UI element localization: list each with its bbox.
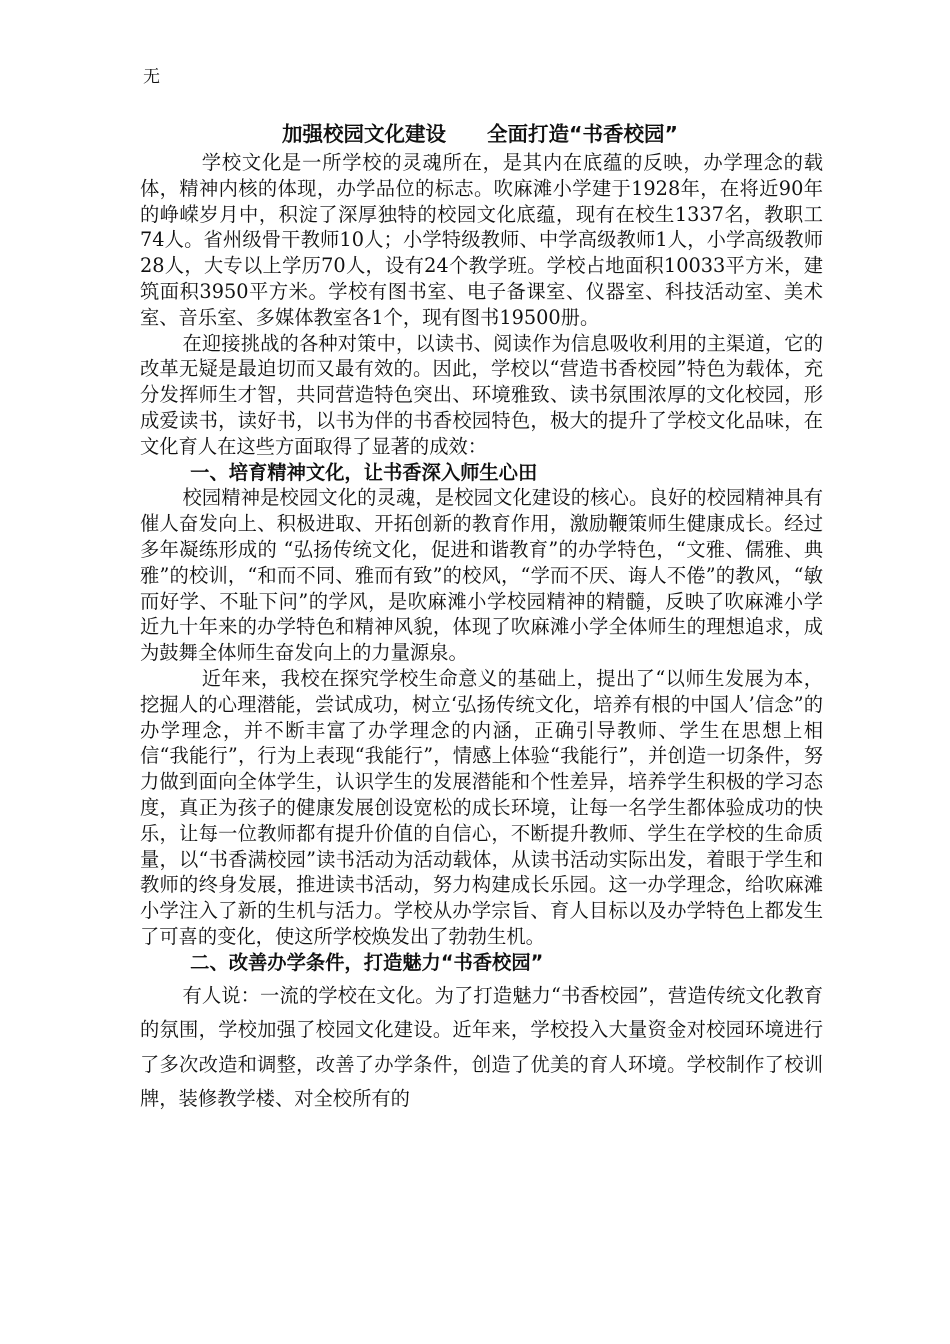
paragraph-philosophy: 近年来，我校在探究学校生命意义的基础上，提出了“以师生发展为本，挖掘人的心理潜能，尝试成功，树立‘弘扬传统文化，培养有根的中国人’信念”的办学理念，并不断丰富了办学理念的内涵，正确引导教师、学生在思想上相信“我能行”，行为上表现“我能行”，情感上体验“我能行”，并创造一切条件，努力做到面向全体学生，认识学生的发展潜能和个性差异，培养学生积极的学习态度，真正为孩子的健康发展创设宽松的成长环境，让每一名学生都体验成功的快乐，让每一位教师都有提升价值的自信心，不断提升教师、学生在学校的生命质量，以“书香满校园”读书活动为活动载体，从读书活动实际出发，着眼于学生和教师的终身发展，推进读书活动，努力构建成长乐园。这一办学理念，给吹麻滩小学注入了新的生机与活力。学校从办学宗旨、育人目标以及办学特色上都发生了可喜的变化，使这所学校焕发出了勃勃生机。 (140, 666, 823, 948)
header-note: 无 (143, 67, 160, 87)
paragraph-conditions: 有人说：一流的学校在文化。为了打造魅力“书香校园”，营造传统文化教育的氛围，学校加强了校园文化建设。近年来，学校投入大量资金对校园环境进行了多次改造和调整，改善了办学条件，创造了优美的育人环境。学校制作了校训牌，装修教学楼、对全校所有的 (140, 983, 823, 1110)
document-body (140, 150, 823, 1117)
document-title: 加强校园文化建设 全面打造“书香校园” (282, 122, 678, 146)
paragraph-intro: 学校文化是一所学校的灵魂所在，是其内在底蕴的反映，办学理念的载体，精神内核的体现，办学品位的标志。吹麻滩小学建于1928年，在将近90年的峥嵘岁月中，积淀了深厚独特的校园文化底蕴，现有在校生1337名，教职工74人。省州级骨干教师10人；小学特级教师、中学高级教师1人，小学高级教师28人，大专以上学历70人，设有24个教学班。学校占地面积10033平方米，建筑面积3950平方米。学校有图书室、电子备课室、仪器室、科技活动室、美术室、音乐室、多媒体教室各1个，现有图书19500册。 (140, 151, 823, 329)
section-heading-2: 二、改善办学条件，打造魅力“书香校园” (190, 950, 544, 974)
section-heading-1: 一、培育精神文化，让书香深入师生心田 (190, 460, 538, 484)
paragraph-strategy: 在迎接挑战的各种对策中，以读书、阅读作为信息吸收利用的主渠道，它的改革无疑是最迫切而又最有效的。因此，学校以“营造书香校园”特色为载体，充分发挥师生才智，共同营造特色突出、环境雅致、读书氛围浓厚的文化校园，形成爱读书，读好书，以书为伴的书香校园特色，极大的提升了学校文化品味，在文化育人在这些方面取得了显著的成效： (140, 331, 823, 458)
paragraph-campus-spirit: 校园精神是校园文化的灵魂，是校园文化建设的核心。良好的校园精神具有催人奋发向上、积极进取、开拓创新的教育作用，激励鞭策师生健康成长。经过多年凝练形成的 “弘扬传统文化，促进和谐教育”的办学特色，“文雅、儒雅、典雅”的校训，“和而不同、雅而有致”的校风，“学而不厌、诲人不倦”的教风，“敏而好学、不耻下问”的学风，是吹麻滩小学校园精神的精髓，反映了吹麻滩小学近九十年来的办学特色和精神风貌，体现了吹麻滩小学全体师生的理想追求，成为鼓舞全体师生奋发向上的力量源泉。 (140, 486, 823, 665)
